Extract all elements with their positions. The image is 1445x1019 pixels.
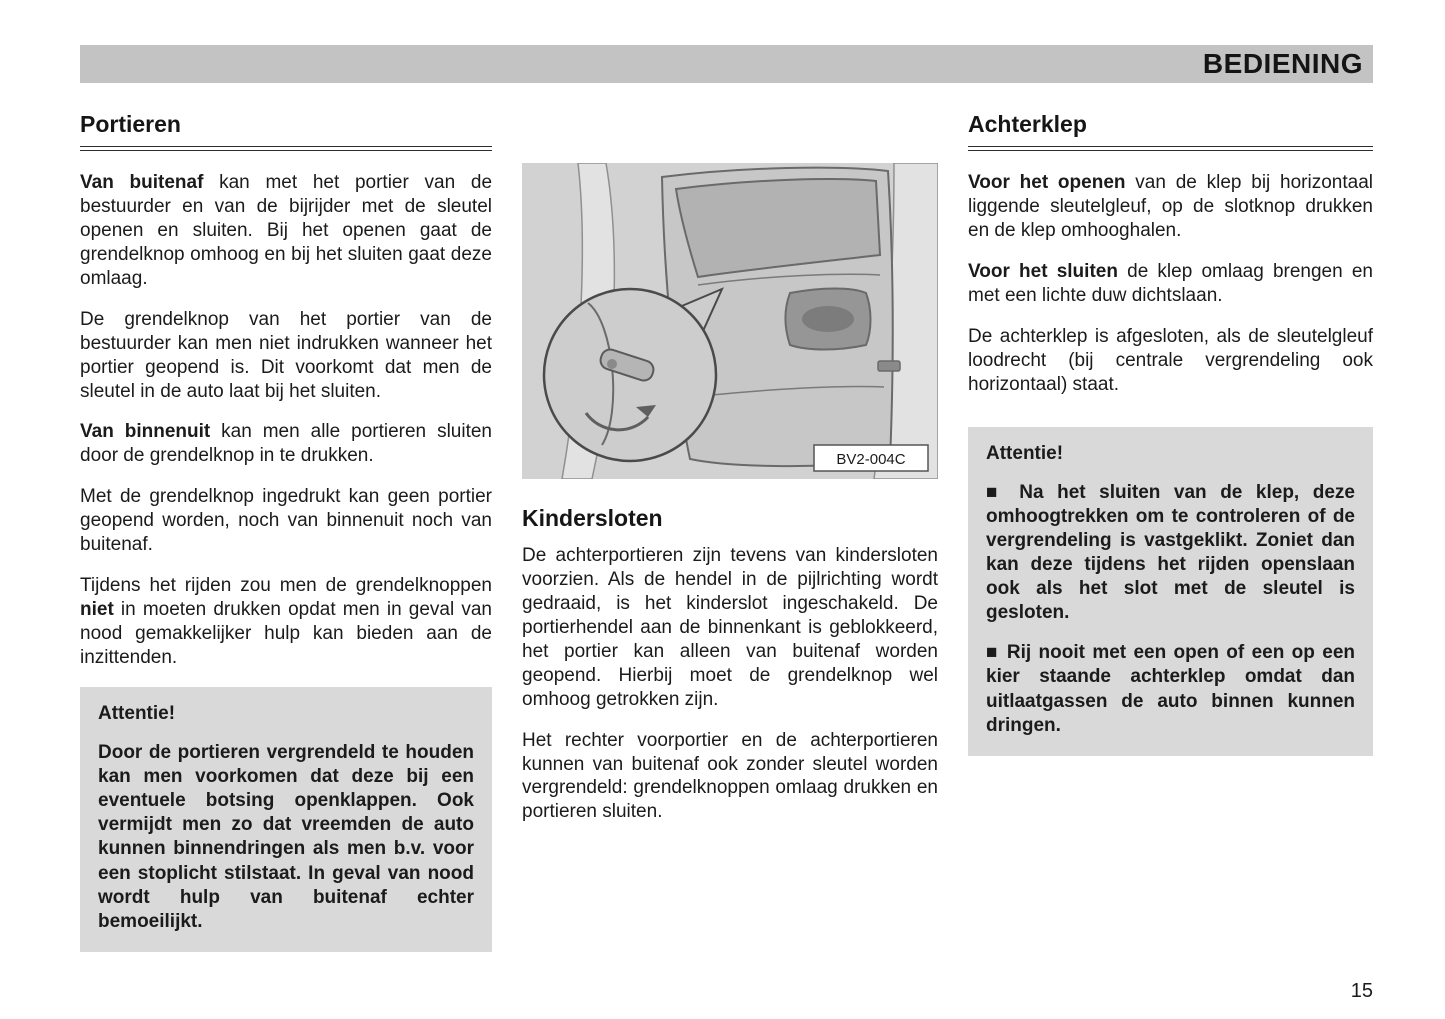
figure-label: BV2-004C [836, 451, 906, 468]
paragraph-lead: Voor het sluiten [968, 260, 1118, 282]
attention-box-achterklep [968, 427, 1373, 756]
column-portieren [80, 111, 492, 952]
paragraph-text: in moeten drukken opdat men in geval van nood gemakkelijker hulp kan bieden aan de inzittenden. [80, 599, 492, 668]
paragraph-lead: Van buitenaf [80, 172, 204, 193]
heading-rule [80, 146, 492, 151]
paragraph: De achterklep is afgesloten, als de sleutelgleuf loodrecht (bij centrale vergrendeling ook horizontaal) staat. [968, 325, 1373, 395]
paragraph [80, 574, 492, 670]
attention-title: Attentie! [986, 442, 1064, 464]
attention-box-portieren [80, 687, 492, 952]
paragraph-lead: Van binnenuit [80, 421, 211, 443]
paragraph-text: kan men alle portieren sluiten door de grendelknop in te drukken. [80, 421, 492, 467]
paragraph: De achterportieren zijn tevens van kindersloten voorzien. Als de hendel in de pijlrichting wordt gedraaid, is het kinderslot ingeschakeld. De portierhendel aan de binnenkant is geblokkeerd, het portier kan alleen van buitenaf worden geopend. Hierbij moet de grendelknop wel omhoog getrokken zijn. [522, 545, 938, 710]
attention-item: ■ Rij nooit met een open of een op een kier staande achterklep omdat dan uitlaatgassen de auto binnen kunnen dringen. [986, 642, 1355, 736]
section-heading-portieren: Portieren [80, 111, 181, 137]
paragraph-text: Tijdens het rijden zou men de grendelknoppen [80, 575, 492, 597]
column-achterklep [968, 111, 1373, 952]
header-bar [80, 45, 1373, 83]
paragraph [968, 260, 1373, 308]
paragraph [80, 420, 492, 468]
column-kindersloten [522, 111, 938, 952]
door-pull-grip [802, 306, 854, 332]
paragraph-lead: Voor het openen [968, 172, 1126, 193]
page-number: 15 [1350, 980, 1373, 1002]
paragraph-text: de klep omlaag brengen en met een lichte duw dichtslaan. [968, 260, 1373, 306]
childlock-slot [607, 359, 617, 369]
paragraph: Met de grendelknop ingedrukt kan geen portier geopend worden, noch van binnenuit noch van buitenaf. [80, 486, 492, 556]
paragraph: Het rechter voorportier en de achterportieren kunnen van buitenaf ook zonder sleutel worden vergrendeld: grendelknoppen omlaag drukken en portieren sluiten. [522, 729, 938, 823]
paragraph: De grendelknop van het portier van de bestuurder kan men niet indrukken wanneer het portier geopend is. Dit voorkomt dat men de sleutel in de auto laat bij het sluiten. [80, 308, 492, 402]
content-columns [80, 111, 1373, 952]
attention-title: Attentie! [98, 702, 176, 724]
attention-item: ■ Na het sluiten van de klep, deze omhoogtrekken om te controleren of de vergrendeling is vastgeklikt. Zoniet dan kan deze tijdens het rijden openslaan ook als het slot met de sleutel is gesloten. [986, 481, 1355, 624]
heading-rule [968, 146, 1373, 151]
paragraph-text: van de klep bij horizontaal liggende sleutelgleuf, op de slotknop drukken en de klep omhooghalen. [968, 172, 1373, 241]
figure-door [522, 163, 938, 479]
paragraph [80, 171, 492, 291]
section-heading-kindersloten: Kindersloten [522, 505, 663, 531]
paragraph [968, 171, 1373, 243]
door-check-strap [878, 361, 900, 371]
section-heading-achterklep: Achterklep [968, 111, 1087, 137]
page-title: BEDIENING [1202, 48, 1363, 79]
paragraph-emphasis: niet [80, 599, 114, 621]
car-door-illustration [522, 163, 938, 479]
attention-text: Door de portieren vergrendeld te houden kan men voorkomen dat deze bij een eventuele botsing openklappen. Ook vermijdt men zo dat vreemden de auto kunnen binnendringen als men b.v. voor een stoplicht stilstaat. In geval van nood wordt hulp van buitenaf echter bemoeilijkt. [98, 741, 474, 932]
paragraph-text: kan met het portier van de bestuurder en van de bijrijder met de sleutel openen en sluiten. Bij het openen gaat de grendelknop omhoog en bij het sluiten gaat deze omlaag. [80, 172, 493, 289]
